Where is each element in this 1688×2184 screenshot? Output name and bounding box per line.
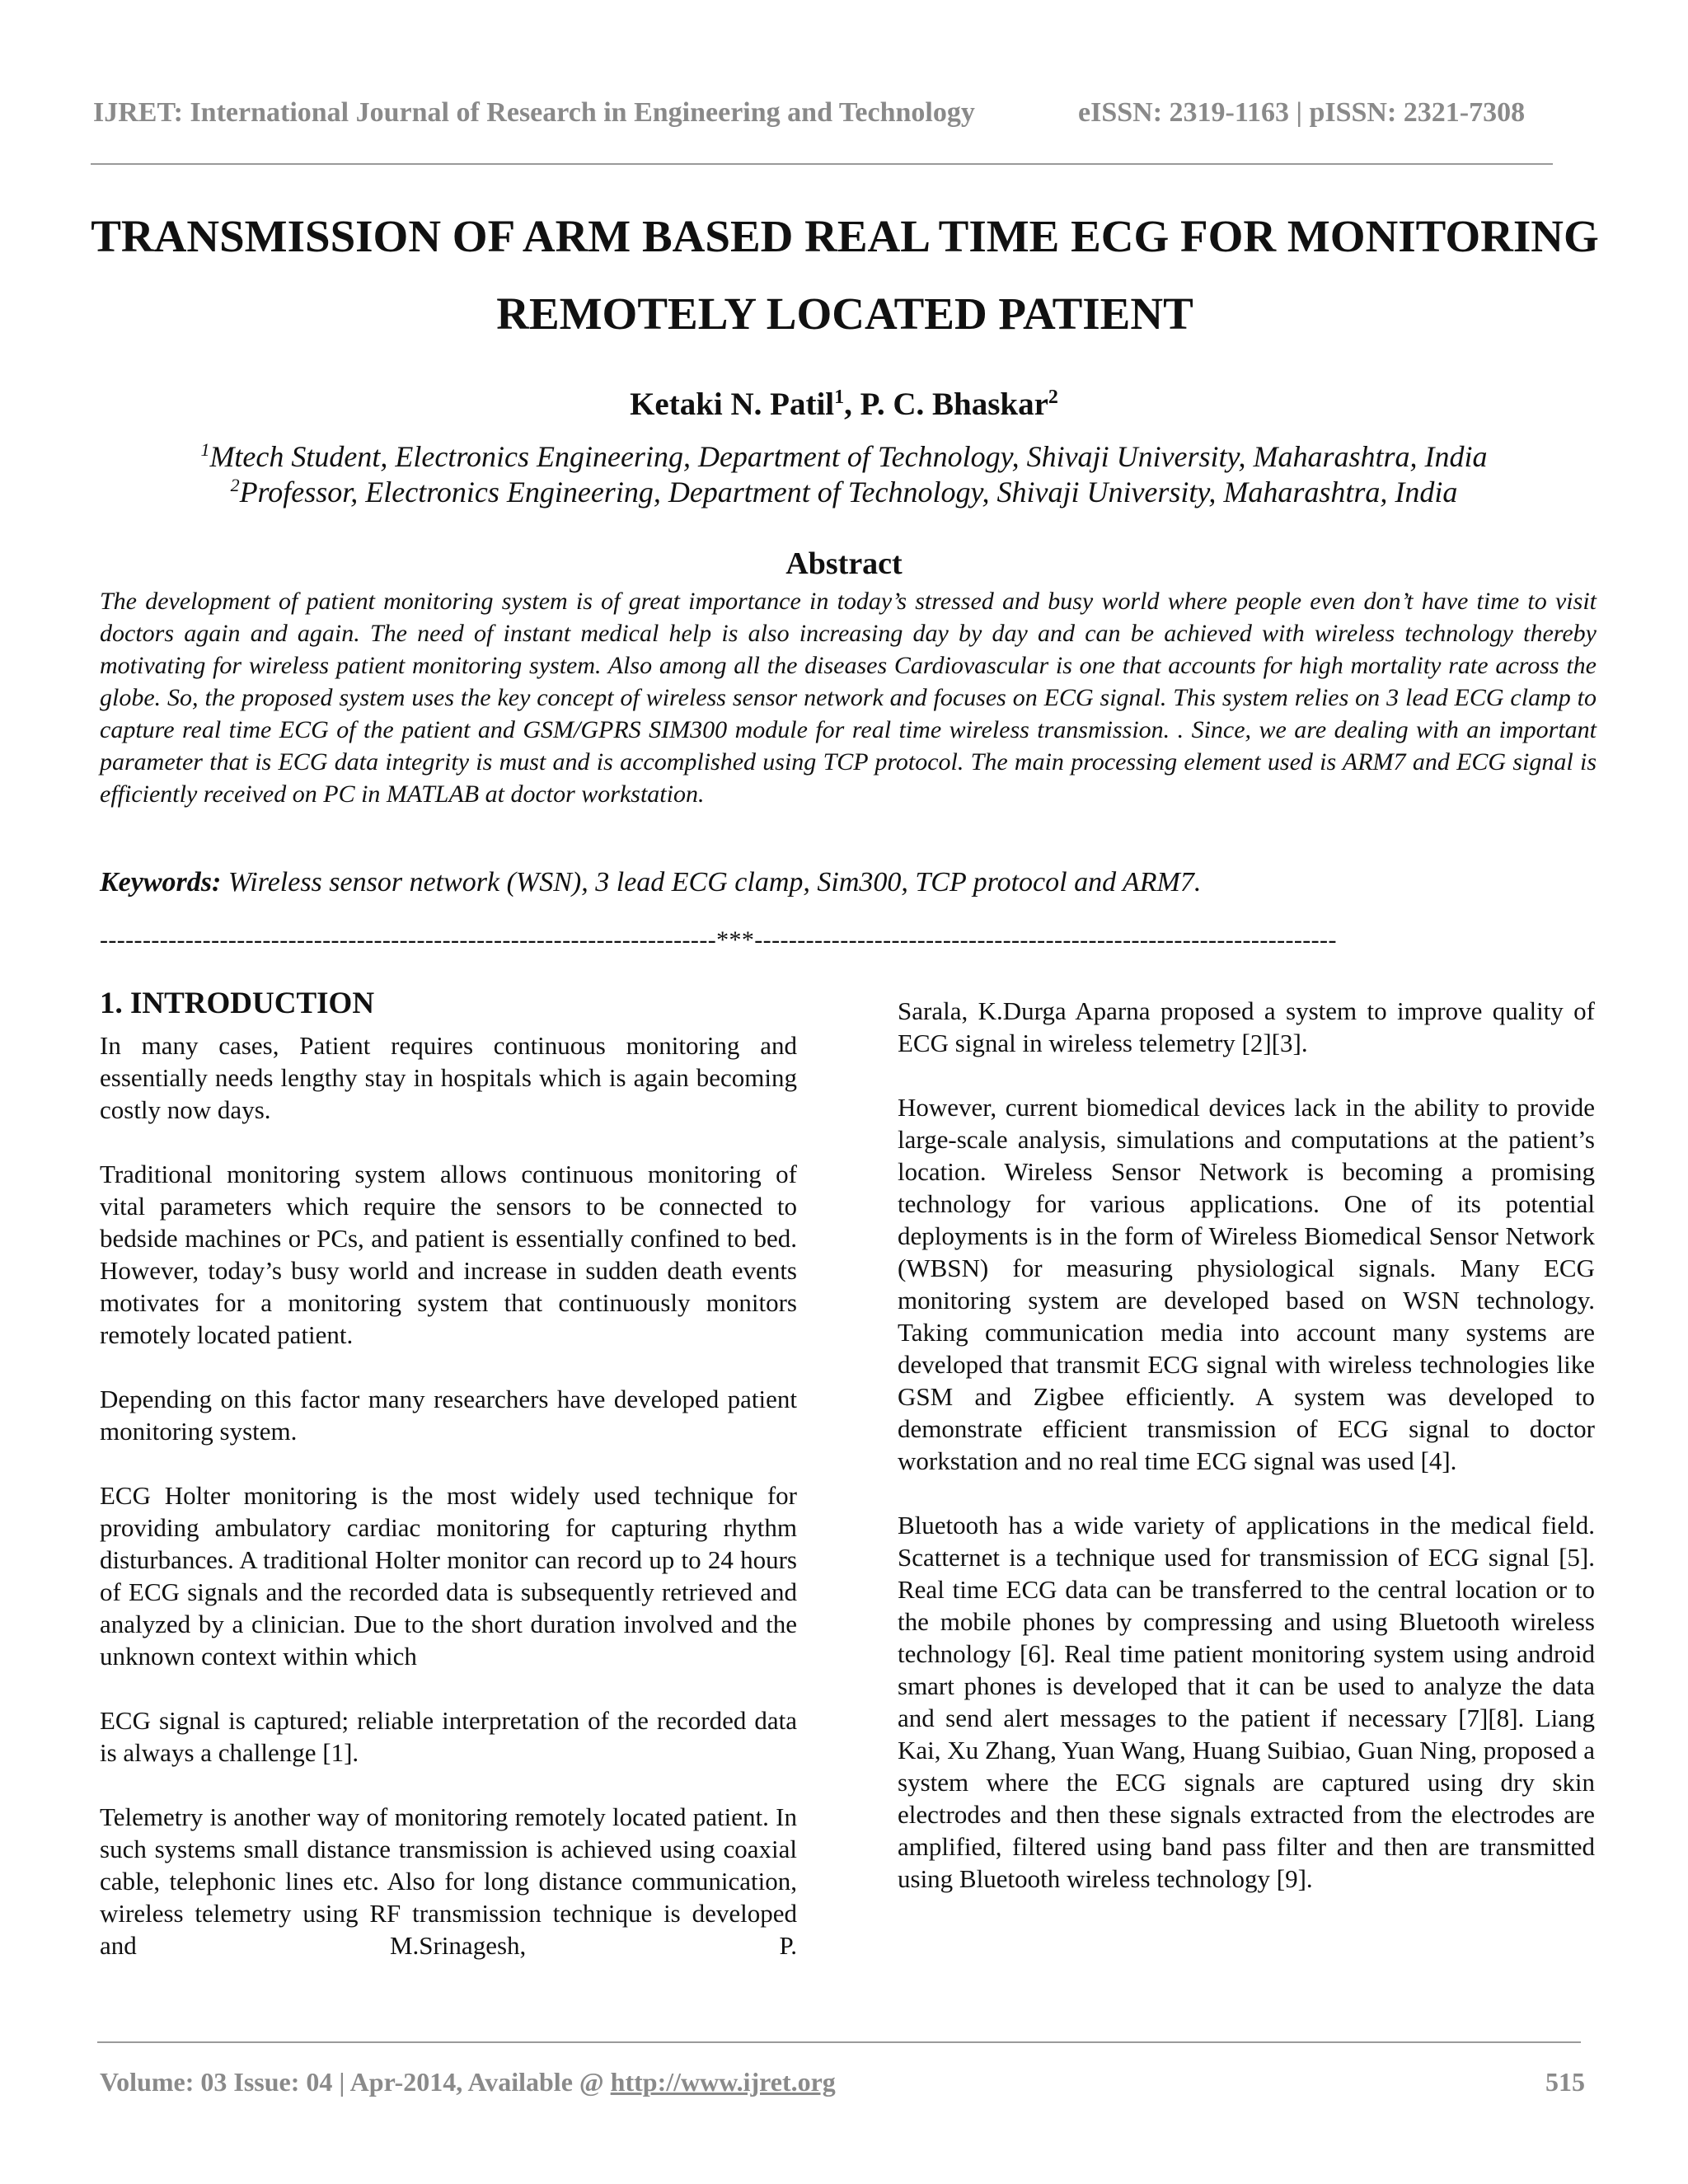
affiliation-2-text: Professor, Electronics Engineering, Department of Technology, Shivaji University, Maharashtra, India (239, 476, 1458, 509)
authors (0, 386, 1688, 423)
abstract-heading: Abstract (785, 546, 903, 581)
paragraph: However, current biomedical devices lack in the ability to provide large-scale analysis, simulations and computations at the patient’s location. Wireless Sensor Network is becoming a promising technology for various applications. One of its potential deployments is in the form of Wireless Biomedical Sensor Network (WBSN) for measuring physiological signals. Many ECG monitoring system are developed based on WSN technology. Taking communication media into account many systems are developed that transmit ECG signal with wireless technologies like GSM and Zigbee efficiently. A system was developed to demonstrate efficient transmission of ECG signal to doctor workstation and no real time ECG signal was used [4]. (898, 1093, 1595, 1475)
header-rule (91, 163, 1553, 165)
keywords-label: Keywords: (100, 867, 222, 898)
affiliation-1 (0, 439, 1688, 474)
affiliation-1-mark: 1 (200, 439, 210, 460)
running-footer (100, 2067, 1585, 2097)
journal-name: IJRET: International Journal of Research in Engineering and Technology (93, 97, 975, 128)
footer-rule (97, 2041, 1581, 2043)
keywords (100, 867, 1597, 898)
affiliation-2 (0, 475, 1688, 509)
author-2-mark: 2 (1048, 387, 1058, 408)
paragraph: Traditional monitoring system allows continuous monitoring of vital parameters which require the sensors to be connected to bedside machines or PCs, and patient is essentially confined to bed. However, today’s busy world and increase in sudden death events motivates for a monitoring system that continuously monitors remotely located patient. (100, 1160, 797, 1349)
paragraph: In many cases, Patient requires continuous monitoring and essentially needs lengthy stay in hospitals which is again becoming costly now days. (100, 1031, 797, 1124)
title-line-1: TRANSMISSION OF ARM BASED REAL TIME ECG FOR MONITORING (91, 211, 1599, 261)
footer-volume: Volume: 03 Issue: 04 | Apr-2014, Available @ (100, 2067, 611, 2097)
abstract-text: The development of patient monitoring system is of great importance in today’s stressed and busy world where people even don’t have time to visit doctors again and again. The need of instant medical help is also increasing day by day and can be achieved with wireless technology thereby motivating for wireless patient monitoring system. Also among all the diseases Cardiovascular is one that accounts for high mortality rate across the globe. So, the proposed system uses the key concept of wireless sensor network and focuses on ECG signal. This system relies on 3 lead ECG clamp to capture real time ECG of the patient and GSM/GPRS SIM300 module for real time wireless transmission. . Since, we are dealing with an important parameter that is ECG data integrity is must and is accomplished using TCP protocol. The main processing element used is ARM7 and ECG signal is efficiently received on PC in MATLAB at doctor workstation. (100, 588, 1597, 808)
paragraph: Sarala, K.Durga Aparna proposed a system to improve quality of ECG signal in wireless telemetry [2][3]. (898, 996, 1595, 1057)
paragraph: ECG signal is captured; reliable interpretation of the recorded data is always a challenge [1]. (100, 1706, 797, 1767)
paragraph: Depending on this factor many researchers have developed patient monitoring system. (100, 1385, 797, 1446)
affiliation-2-mark: 2 (230, 475, 240, 495)
section-heading-introduction: 1. INTRODUCTION (100, 987, 375, 1020)
left-column (100, 987, 797, 1994)
paper-title (66, 198, 1624, 353)
affiliation-1-text: Mtech Student, Electronics Engineering, Department of Technology, Shivaji University, Maharashtra, India (209, 440, 1488, 473)
title-line-2: REMOTELY LOCATED PATIENT (496, 288, 1193, 339)
page-number: 515 (1545, 2067, 1585, 2097)
author-1-mark: 1 (834, 387, 845, 408)
journal-url-link[interactable]: http://www.ijret.org (610, 2067, 836, 2097)
author-separator: , (844, 387, 860, 422)
right-column (898, 995, 1595, 1927)
keywords-text: Wireless sensor network (WSN), 3 lead ECG clamp, Sim300, TCP protocol and ARM7. (221, 867, 1202, 898)
section-divider: ------------------------------------------------------------------------***-------------------------------------------------------------------- (100, 926, 1337, 954)
issn-info: eISSN: 2319-1163 | pISSN: 2321-7308 (1078, 97, 1526, 128)
paragraph: Telemetry is another way of monitoring remotely located patient. In such systems small distance transmission is achieved using coaxial cable, telephonic lines etc. Also for long distance communication, wireless telemetry using RF transmission technique is developed and M.Srinagesh, P. (100, 1802, 797, 1960)
author-2: P. C. Bhaskar (860, 387, 1048, 422)
paragraph: ECG Holter monitoring is the most widely used technique for providing ambulatory cardiac monitoring for capturing rhythm disturbances. A traditional Holter monitor can record up to 24 hours of ECG signals and the recorded data is subsequently retrieved and analyzed by a clinician. Due to the short duration involved and the unknown context within which (100, 1481, 797, 1671)
paragraph: Bluetooth has a wide variety of applications in the medical field. Scatternet is a technique used for transmission of ECG signal [5]. Real time ECG data can be transferred to the central location or to the mobile phones by compressing and using Bluetooth wireless technology [6]. Real time patient monitoring system using android smart phones is developed that it can be used to analyze the data and send alert messages to the patient if necessary [7][8]. Liang Kai, Xu Zhang, Yuan Wang, Huang Suibiao, Guan Ning, proposed a system where the ECG signals are captured using dry skin electrodes and then these signals extracted from the electrodes are amplified, filtered using band pass filter and then are transmitted using Bluetooth wireless technology [9]. (898, 1511, 1595, 1893)
author-1: Ketaki N. Patil (630, 387, 835, 422)
